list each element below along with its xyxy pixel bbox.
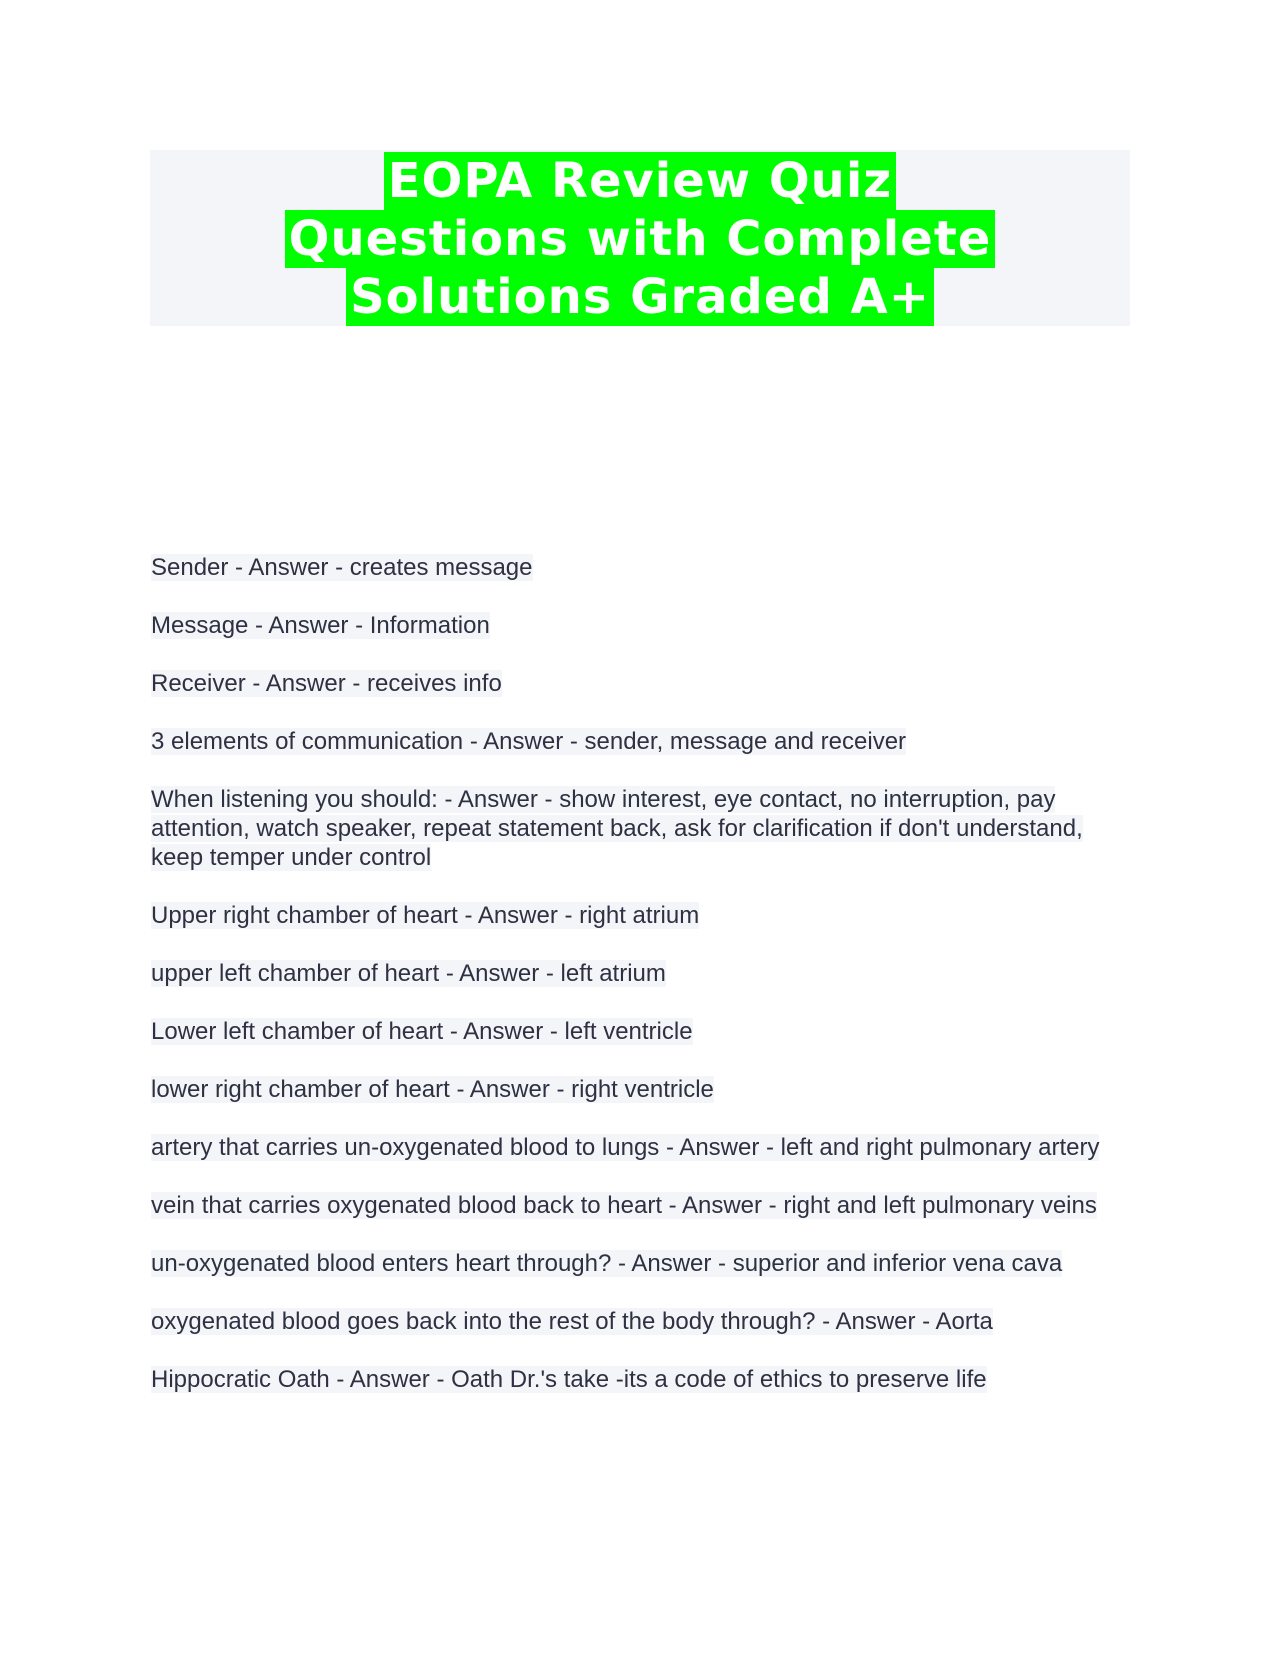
qa-text: lower right chamber of heart - Answer - right ventricle xyxy=(151,1076,714,1103)
page-title-line-1: EOPA Review Quiz xyxy=(384,152,896,210)
qa-text: vein that carries oxygenated blood back to heart - Answer - right and left pulmonary veins xyxy=(151,1192,1097,1219)
qa-item xyxy=(151,611,1141,640)
qa-text: artery that carries un-oxygenated blood to lungs - Answer - left and right pulmonary artery xyxy=(151,1134,1100,1161)
title-block xyxy=(150,150,1130,326)
title-line xyxy=(150,268,1130,326)
qa-item xyxy=(151,785,1141,872)
page-title-line-3: Solutions Graded A+ xyxy=(346,268,934,326)
title-line xyxy=(150,210,1130,268)
qa-item xyxy=(151,901,1141,930)
qa-item xyxy=(151,1365,1141,1394)
qa-text: Sender - Answer - creates message xyxy=(151,554,533,581)
qa-text: 3 elements of communication - Answer - sender, message and receiver xyxy=(151,728,907,755)
qa-text: oxygenated blood goes back into the rest of the body through? - Answer - Aorta xyxy=(151,1308,993,1335)
page-title-line-2: Questions with Complete xyxy=(285,210,996,268)
qa-item xyxy=(151,1017,1141,1046)
qa-text: Upper right chamber of heart - Answer - right atrium xyxy=(151,902,700,929)
qa-list xyxy=(151,553,1141,1423)
qa-item xyxy=(151,553,1141,582)
title-line xyxy=(150,152,1130,210)
qa-item xyxy=(151,1191,1141,1220)
qa-item xyxy=(151,1249,1141,1278)
qa-text: Hippocratic Oath - Answer - Oath Dr.'s take -its a code of ethics to preserve life xyxy=(151,1366,987,1393)
qa-item xyxy=(151,1075,1141,1104)
qa-text: upper left chamber of heart - Answer - left atrium xyxy=(151,960,666,987)
qa-text: When listening you should: - Answer - show interest, eye contact, no interruption, pay attention, watch speaker, repeat statement back, ask for clarification if don't understand, keep temper under control xyxy=(151,786,1083,871)
qa-item xyxy=(151,669,1141,698)
qa-text: Message - Answer - Information xyxy=(151,612,490,639)
qa-item xyxy=(151,1133,1141,1162)
qa-text: un-oxygenated blood enters heart through? - Answer - superior and inferior vena cava xyxy=(151,1250,1063,1277)
qa-text: Lower left chamber of heart - Answer - left ventricle xyxy=(151,1018,693,1045)
qa-text: Receiver - Answer - receives info xyxy=(151,670,502,697)
qa-item xyxy=(151,727,1141,756)
qa-item xyxy=(151,1307,1141,1336)
qa-item xyxy=(151,959,1141,988)
